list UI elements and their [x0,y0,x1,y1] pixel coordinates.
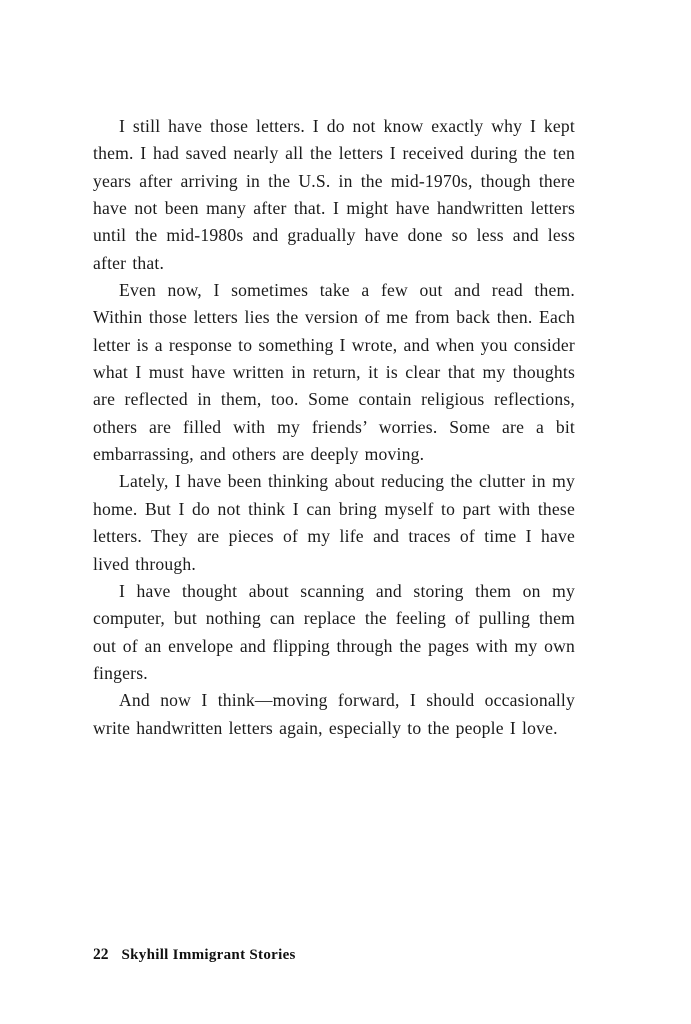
paragraph-3: Lately, I have been thinking about reducing the clutter in my home. But I do not think I can bring myself to part with these letters. They are pieces of my life and traces of time I have lived through. [93,471,575,574]
paragraph-1: I still have those letters. I do not know exactly why I kept them. I had saved nearly all the letters I received during the ten years after arriving in the U.S. in the mid-1970s, though there have not been many after that. I might have handwritten letters until the mid-1980s and gradually have done so less and less after that. [93,116,575,273]
running-head-title: Skyhill Immigrant Stories [121,947,296,963]
page-footer [93,946,296,964]
paragraph-5: And now I think—moving forward, I should occasionally write handwritten letters again, especially to the people I love. [93,690,575,738]
paragraph-2: Even now, I sometimes take a few out and read them. Within those letters lies the version of me from back then. Each letter is a response to something I wrote, and when you consider what I must have written in return, it is clear that my thoughts are reflected in them, too. Some contain religious reflections, others are filled with my friends’ worries. Some are a bit embarrassing, and others are deeply moving. [93,280,575,465]
paragraph-4: I have thought about scanning and storing them on my computer, but nothing can replace the feeling of pulling them out of an envelope and flipping through the pages with my own fingers. [93,580,575,683]
body-text [93,113,575,742]
page-number: 22 [93,946,109,963]
